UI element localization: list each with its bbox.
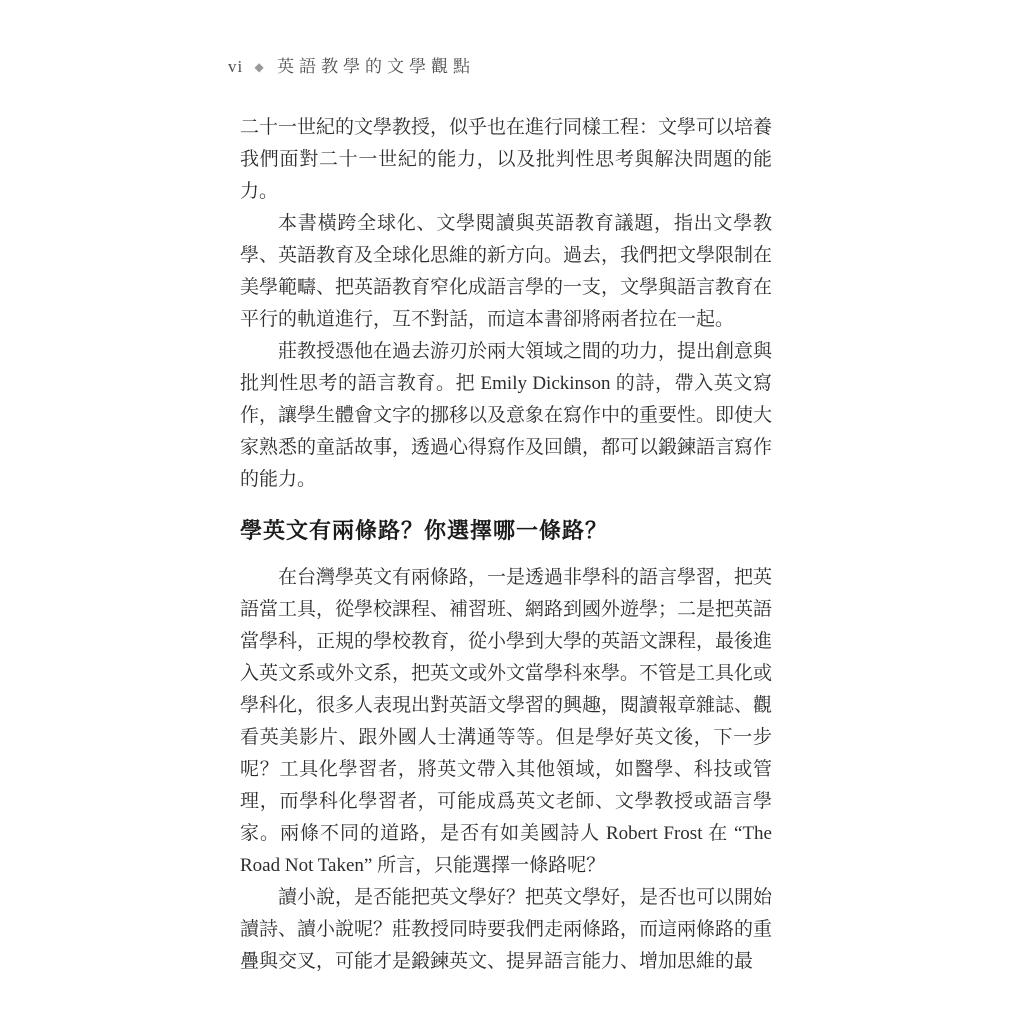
section-paragraph-1: 在台灣學英文有兩條路，一是透過非學科的語言學習，把英語當工具，從學校課程、補習班、網路到國外遊學；二是把英語當學科，正規的學校教育，從小學到大學的英語文課程，最後進入英文系或外文系，把英文或外文當學科來學。不管是工具化或學科化，很多人表現出對英語文學習的興趣，閱讀報章雜誌、觀看英美影片、跟外國人士溝通等等。但是學好英文後，下一步呢？工具化學習者，將英文帶入其他領域，如醫學、科技或管理，而學科化學習者，可能成爲英文老師、文學教授或語言學家。兩條不同的道路，是否有如美國詩人 Robert Frost 在 “The Road Not Taken” 所言，只能選擇一條路呢？ <box>240 567 773 876</box>
section-paragraph-2: 讀小說，是否能把英文學好？把英文學好，是否也可以開始讀詩、讀小說呢？莊教授同時要我們走兩條路，而這兩條路的重疊與交叉，可能才是鍛鍊英文、提昇語言能力、增加思維的最 <box>240 887 773 972</box>
page-body <box>240 112 772 978</box>
section-heading: 學英文有兩條路？你選擇哪一條路？ <box>240 518 609 543</box>
book-title: 英語教學的文學觀點 <box>276 57 475 76</box>
diamond-separator-icon: ◆ <box>254 60 264 74</box>
intro-paragraph-2: 本書橫跨全球化、文學閱讀與英語教育議題，指出文學教學、英語教育及全球化思維的新方向。過去，我們把文學限制在美學範疇、把英語教育窄化成語言學的一支，文學與語言教育在平行的軌道進行，互不對話，而這本書卻將兩者拉在一起。 <box>240 213 773 330</box>
intro-paragraph-1: 二十一世紀的文學教授，似乎也在進行同樣工程：文學可以培養我們面對二十一世紀的能力，以及批判性思考與解決問題的能力。 <box>240 117 773 202</box>
running-header <box>228 52 475 77</box>
intro-paragraph-3: 莊教授憑他在過去游刃於兩大領域之間的功力，提出創意與批判性思考的語言教育。把 Emily Dickinson 的詩，帶入英文寫作，讓學生體會文字的挪移以及意象在寫作中的重要性。即使大家熟悉的童話故事，透過心得寫作及回饋，都可以鍛鍊語言寫作的能力。 <box>240 341 773 490</box>
page-number: vi <box>228 57 244 76</box>
